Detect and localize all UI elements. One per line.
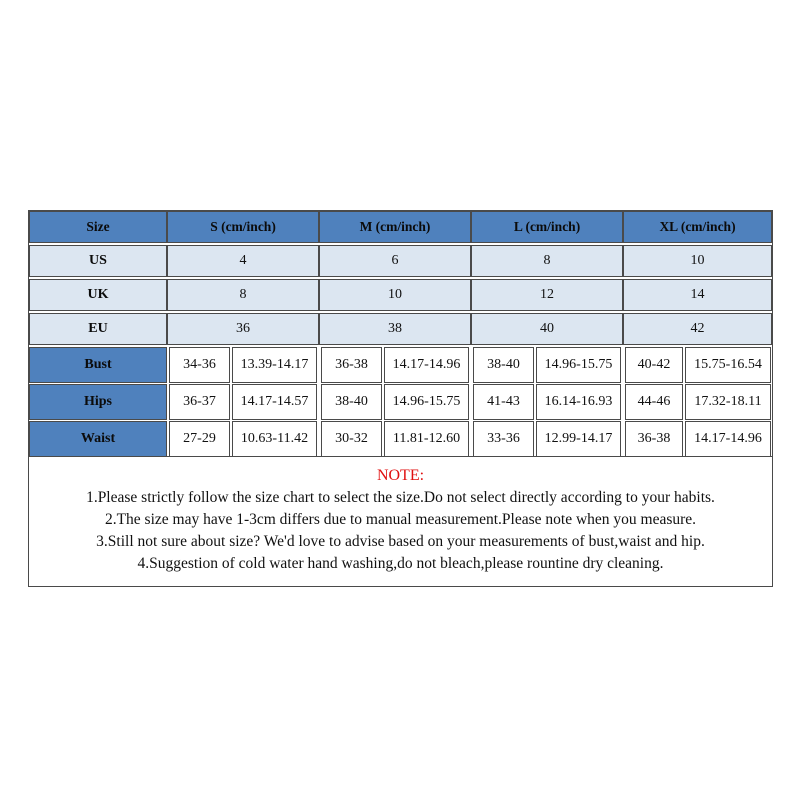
uk-m: 10 (319, 279, 471, 311)
waist-xl-cm: 36-38 (625, 421, 683, 457)
note-line-1: 1.Please strictly follow the size chart to select the size.Do not select directly according to your habits. (86, 489, 715, 506)
header-col-m: M (cm/inch) (319, 211, 471, 243)
hips-s-cm: 36-37 (169, 384, 230, 420)
note-line-4: 4.Suggestion of cold water hand washing,do not bleach,please rountine dry cleaning. (137, 555, 664, 572)
row-label-us: US (29, 245, 167, 277)
bust-m-inch: 14.17-14.96 (384, 347, 469, 383)
hips-l-cm: 41-43 (473, 384, 534, 420)
hips-s-inch: 14.17-14.57 (232, 384, 317, 420)
eu-m: 38 (319, 313, 471, 345)
waist-m-inch: 11.81-12.60 (384, 421, 469, 457)
uk-s: 8 (167, 279, 319, 311)
row-label-eu: EU (29, 313, 167, 345)
bust-l-cm: 38-40 (473, 347, 534, 383)
us-s: 4 (167, 245, 319, 277)
waist-l-inch: 12.99-14.17 (536, 421, 621, 457)
hips-xl-cm: 44-46 (625, 384, 683, 420)
waist-m-cm: 30-32 (321, 421, 382, 457)
row-label-bust: Bust (29, 347, 167, 383)
notes-section (29, 456, 772, 587)
eu-l: 40 (471, 313, 623, 345)
bust-l-inch: 14.96-15.75 (536, 347, 621, 383)
waist-l-cm: 33-36 (473, 421, 534, 457)
header-size: Size (29, 211, 167, 243)
bust-s-inch: 13.39-14.17 (232, 347, 317, 383)
row-label-uk: UK (29, 279, 167, 311)
note-title: NOTE: (376, 467, 425, 484)
hips-l-inch: 16.14-16.93 (536, 384, 621, 420)
bust-xl-inch: 15.75-16.54 (685, 347, 771, 383)
row-label-waist: Waist (29, 421, 167, 457)
us-l: 8 (471, 245, 623, 277)
eu-xl: 42 (623, 313, 772, 345)
row-label-hips: Hips (29, 384, 167, 420)
hips-m-cm: 38-40 (321, 384, 382, 420)
bust-xl-cm: 40-42 (625, 347, 683, 383)
uk-xl: 14 (623, 279, 772, 311)
header-col-xl: XL (cm/inch) (623, 211, 772, 243)
header-col-l: L (cm/inch) (471, 211, 623, 243)
waist-s-cm: 27-29 (169, 421, 230, 457)
us-m: 6 (319, 245, 471, 277)
note-line-2: 2.The size may have 1-3cm differs due to manual measurement.Please note when you measure. (104, 511, 697, 528)
waist-s-inch: 10.63-11.42 (232, 421, 317, 457)
hips-xl-inch: 17.32-18.11 (685, 384, 771, 420)
hips-m-inch: 14.96-15.75 (384, 384, 469, 420)
us-xl: 10 (623, 245, 772, 277)
eu-s: 36 (167, 313, 319, 345)
header-col-s: S (cm/inch) (167, 211, 319, 243)
size-chart (28, 210, 773, 587)
bust-s-cm: 34-36 (169, 347, 230, 383)
bust-m-cm: 36-38 (321, 347, 382, 383)
uk-l: 12 (471, 279, 623, 311)
waist-xl-inch: 14.17-14.96 (685, 421, 771, 457)
note-line-3: 3.Still not sure about size? We'd love to advise based on your measurements of bust,waist and hip. (96, 533, 705, 550)
